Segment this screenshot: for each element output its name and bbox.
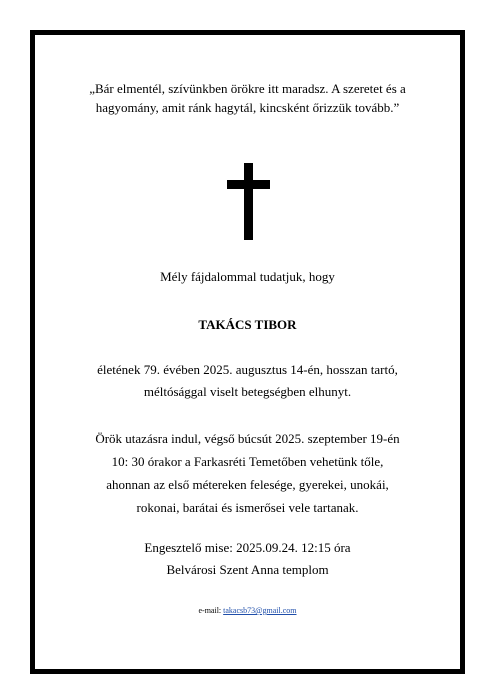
cross-icon (227, 163, 273, 240)
mass-details-line: Belvárosi Szent Anna templom (166, 562, 329, 577)
funeral-details (35, 427, 460, 519)
quote-line: hagyomány, amit ránk hagytál, kincsként őrizzük tovább.” (95, 100, 400, 115)
cross-horizontal-bar (227, 180, 270, 189)
notice-frame (30, 30, 465, 674)
mass-details (35, 537, 460, 581)
cross-vertical-bar (244, 163, 253, 240)
mass-details-line: Engesztelő mise: 2025.09.24. 12:15 óra (144, 540, 351, 555)
contact-line (35, 605, 460, 617)
announcement-intro: Mély fájdalommal tudatjuk, hogy (160, 269, 335, 284)
quote-line: „Bár elmentél, szívünkben örökre itt maradsz. A szeretet és a (89, 81, 406, 96)
death-details-line: életének 79. évében 2025. augusztus 14-én, hosszan tartó, (97, 362, 398, 377)
deceased-name: TAKÁCS TIBOR (198, 317, 297, 332)
funeral-details-line: 10: 30 órakor a Farkasréti Temetőben vehetünk tőle, (111, 454, 384, 469)
funeral-details-line: Örök utazásra indul, végső búcsút 2025. szeptember 19-én (95, 431, 400, 446)
email-label: e-mail: (198, 606, 222, 615)
funeral-details-line: rokonai, barátai és ismerősei vele tartanak. (136, 500, 359, 515)
death-details-line: méltósággal viselt betegségben elhunyt. (143, 384, 352, 399)
death-details (35, 359, 460, 403)
email-link[interactable]: takacsb73@gmail.com (223, 606, 297, 615)
funeral-details-line: ahonnan az első métereken felesége, gyerekei, unokái, (106, 477, 389, 492)
memorial-quote (35, 79, 460, 117)
